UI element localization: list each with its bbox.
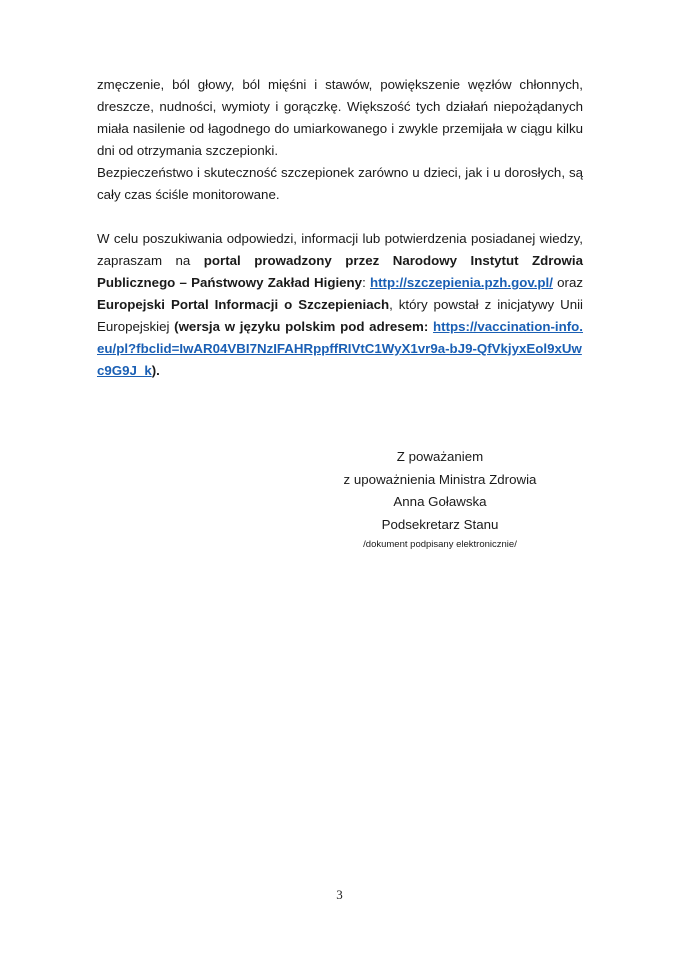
paragraph-side-effects: zmęczenie, ból głowy, ból mięśni i stawów, powiększenie węzłów chłonnych, dreszcze, nudności, wymioty i gorączkę. Większość tych działań niepożądanych miała nasilenie od łagodnego do umiarkowanego i zwykle przemijała w ciągu kilku dni od otrzymania szczepionki. bbox=[97, 77, 583, 158]
eu-portal-name: Europejski Portal Informacji o Szczepieniach bbox=[97, 297, 390, 312]
text: , który powstał z inicjatywy Unii Europejskiej bbox=[97, 297, 583, 334]
signature-closing: Z poważaniem bbox=[396, 449, 484, 464]
signature-authority: z upoważnienia Ministra Zdrowia bbox=[343, 471, 537, 487]
pzh-portal-name: portal prowadzony przez Narodowy Instytut Zdrowia Publicznego – Państwowy Zakład Higieny bbox=[97, 253, 583, 290]
pzh-portal-link[interactable]: http://szczepienia.pzh.gov.pl/ bbox=[369, 275, 553, 290]
eu-portal-link[interactable]: https://vaccination-info.eu/pl?fbclid=IwAR04VBI7NzIFAHRppffRIVtC1WyX1vr9a-bJ9-QfVkjyxEol9xUwc9G9J_k bbox=[97, 319, 583, 378]
closing-paren: ). bbox=[151, 363, 160, 378]
signature-block bbox=[330, 446, 550, 554]
signature-name: Anna Goławska bbox=[393, 494, 487, 509]
text: oraz bbox=[552, 275, 584, 290]
polish-version-label: (wersja w języku polskim pod adresem: bbox=[174, 319, 434, 334]
paragraph-safety-monitoring: Bezpieczeństwo i skuteczność szczepionek zarówno u dzieci, jak i u dorosłych, są cały czas ściśle monitorowane. bbox=[97, 165, 583, 202]
text: : bbox=[362, 275, 370, 290]
page-number: 3 bbox=[336, 887, 343, 902]
signature-note: /dokument podpisany elektronicznie/ bbox=[363, 539, 517, 550]
paragraph-portals bbox=[97, 228, 583, 382]
text: W celu poszukiwania odpowiedzi, informacji lub potwierdzenia posiadanej wiedzy, zapraszam na bbox=[97, 231, 583, 268]
signature-title: Podsekretarz Stanu bbox=[381, 516, 499, 532]
document-body bbox=[97, 74, 583, 382]
